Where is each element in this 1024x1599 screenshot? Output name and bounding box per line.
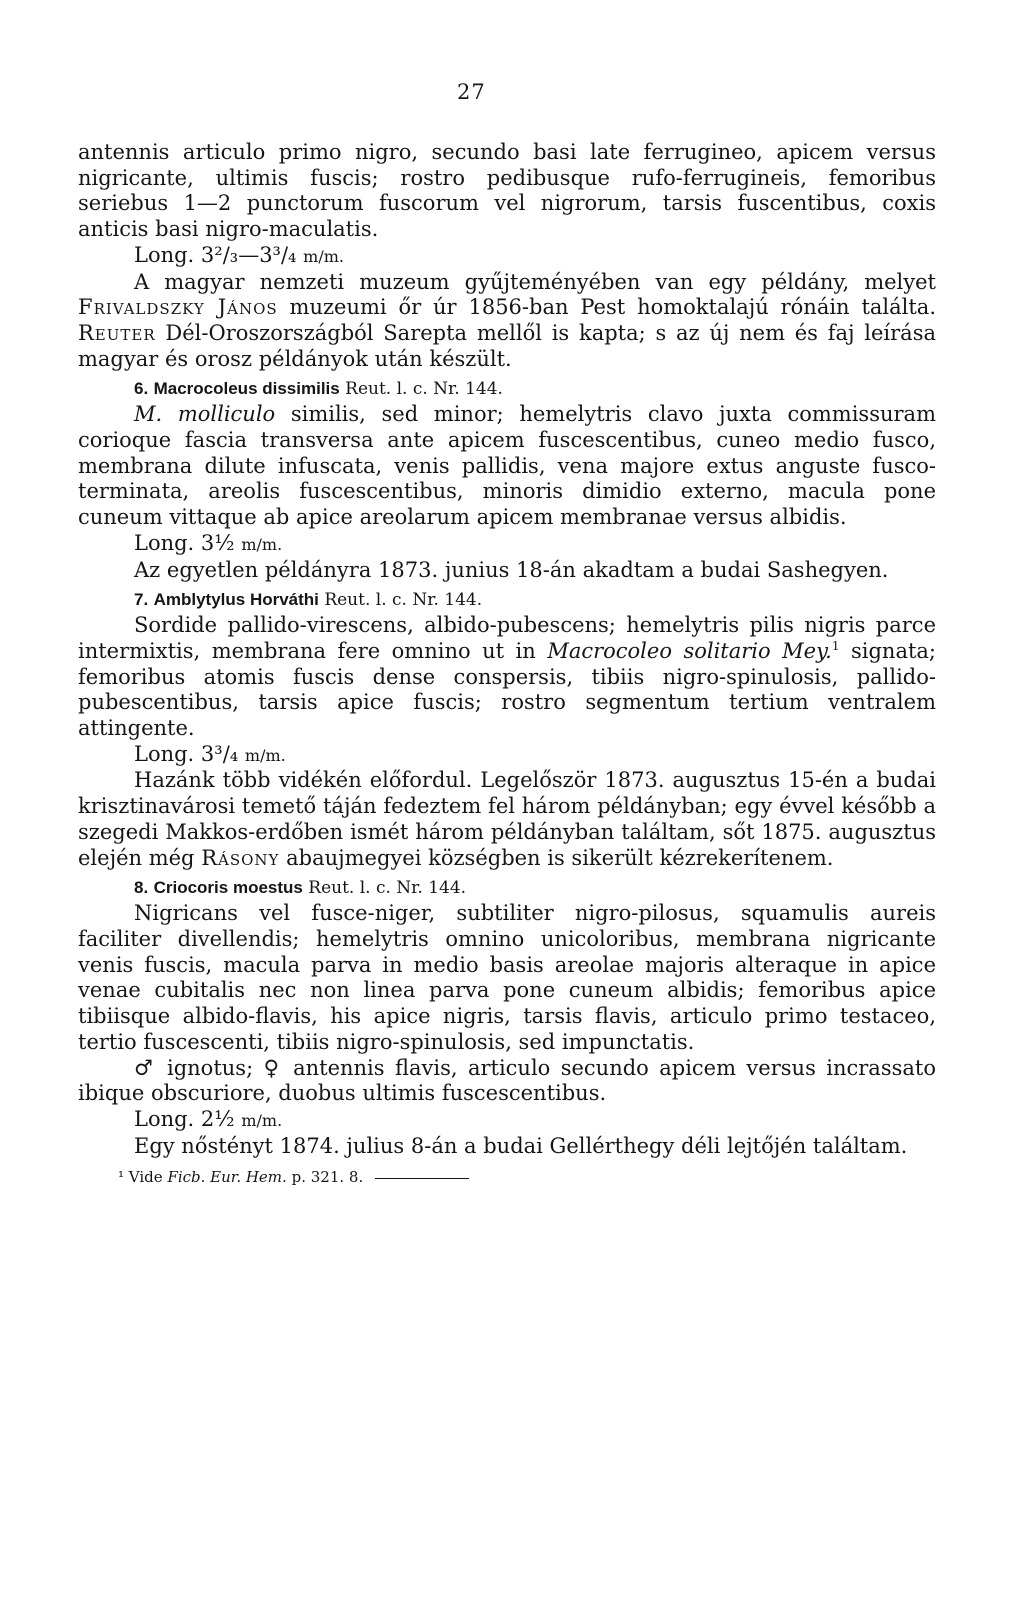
species-number: 7. — [134, 590, 149, 610]
length-value: 3²/₃—3³/₄ — [200, 242, 297, 267]
species-reference: Reut. l. c. Nr. 144. — [345, 379, 503, 400]
paragraph-1: antennis articulo primo nigro, secundo basi late ferrugineo, apicem versus nigricante, ultimis fuscis; rostro pedibusque rufo-ferrugineis, femoribus seriebus 1—2 punctorum fuscorum vel nigrorum, tarsis fuscentibus, coxis anticis basi nigro-maculatis. — [78, 140, 936, 242]
text-segment: antennis flavis, articulo secundo apicem versus incrassato ibique obscuriore, duobus ultimis fuscescentibus. — [78, 1055, 936, 1106]
length-line-1 — [78, 243, 936, 270]
length-unit: m/m. — [303, 246, 344, 266]
species-number: 8. — [134, 878, 149, 898]
text-segment: A magyar nemzeti muzeum gyűjteményében van egy példány, melyet — [134, 269, 936, 294]
female-symbol: ♀ — [263, 1055, 283, 1080]
species-reference: Reut. l. c. Nr. 144. — [308, 878, 467, 899]
text-segment: p. 321. 8. — [291, 1168, 364, 1187]
length-label: Long. — [134, 242, 195, 267]
person-name: Frivaldszky János — [78, 295, 278, 320]
text-segment: signata; femoribus atomis fuscis dense conspersis, tibiis nigro-spinulosis, pallido-pubescentibus, tarsis apice fuscis; rostro segmentum tertium ventralem attingente. — [78, 638, 936, 741]
length-unit: m/m. — [241, 534, 283, 554]
length-label: Long. — [134, 530, 195, 555]
paragraph-2 — [78, 270, 936, 373]
species-name: Macrocoleus dissimilis — [153, 379, 340, 399]
species-name: Amblytylus Horváthi — [153, 590, 319, 610]
italic-term: Ficb. Eur. Hem. — [167, 1168, 287, 1187]
species-number: 6. — [134, 379, 149, 399]
species-heading-8 — [78, 876, 936, 900]
paragraph-4: Az egyetlen példányra 1873. junius 18-án akadtam a budai Sashegyen. — [134, 557, 889, 582]
footnote-marker: 1 — [831, 638, 840, 653]
species-heading-7 — [78, 588, 936, 612]
length-line-3 — [78, 742, 936, 769]
length-label: Long. — [134, 1106, 195, 1131]
italic-term: Macrocoleo solitario Mey. — [547, 638, 832, 663]
length-value: 2½ — [200, 1106, 235, 1131]
species-heading-6 — [78, 377, 936, 401]
length-label: Long. — [134, 741, 195, 766]
page-number: 27 — [457, 80, 486, 104]
text-segment: Vide — [128, 1168, 163, 1187]
text-segment: Hazánk több vidékén előfordul. Legelőször 1873. augusztus 15-én a budai krisztinavárosi temető táján fedeztem fel három példányban; egy évvel később a szegedi Makkos-erdőben ismét három példányban találtam, sőt 1875. augusztus elején még — [78, 768, 936, 870]
paragraph-3 — [78, 402, 936, 531]
footnote — [78, 1167, 936, 1187]
male-symbol: ♂ — [134, 1055, 157, 1080]
species-reference: Reut. l. c. Nr. 144. — [324, 590, 483, 611]
paragraph-8 — [78, 1056, 936, 1107]
footnote-mark: ¹ — [118, 1168, 125, 1187]
text-segment: ignotus; — [167, 1055, 254, 1080]
italic-term: M. molliculo — [134, 402, 276, 427]
page-body — [78, 140, 936, 1187]
text-segment: Sordide pallido-virescens, albido-pubescens; hemelytris pilis nigris parce intermixtis, membrana fere omnino ut in — [78, 613, 936, 663]
text-segment: Dél-Oroszországból Sarepta mellől is kapta; s az új nem és faj leírása magyar és orosz példányok után készült. — [78, 320, 936, 371]
paragraph-6 — [78, 768, 936, 871]
length-unit: m/m. — [241, 1110, 283, 1130]
paragraph-5 — [78, 613, 936, 742]
person-name: Rásony — [201, 845, 280, 870]
length-value: 3½ — [200, 530, 235, 555]
length-line-4 — [78, 1107, 936, 1134]
length-line-2 — [78, 531, 936, 558]
text-segment: muzeumi őr úr 1856-ban Pest homoktalajú rónáin találta. — [289, 295, 936, 320]
person-name: Reuter — [78, 320, 156, 345]
text-segment: similis, sed minor; hemelytris clavo juxta commissuram corioque fascia transversa ante apicem fuscescentibus, cuneo medio fusco, membrana dilute infuscata, venis pallidis, vena majore extus anguste fusco-terminata, areolis fuscescentibus, minoris dimidio externo, macula pone cuneum vittaque ab apice areolarum apicem membranae versus albidis. — [78, 402, 936, 530]
species-name: Criocoris moestus — [153, 878, 303, 898]
length-value: 3³/₄ — [200, 741, 239, 766]
paragraph-9: Egy nőstényt 1874. julius 8-án a budai Gellérthegy déli lejtőjén találtam. — [134, 1133, 908, 1158]
footnote-rule — [375, 1178, 469, 1179]
paragraph-7: Nigricans vel fusce-niger, subtiliter nigro-pilosus, squamulis aureis faciliter divellendis; hemelytris omnino unicoloribus, membrana nigricante venis fuscis, macula parva in medio basis areolae majoris alteraque in apice venae cubitalis nec non linea parva pone cuneum albidis; femoribus apice tibiisque albido-flavis, his apice nigris, tarsis flavis, articulo primo testaceo, tertio fuscescenti, tibiis nigro-spinulosis, sed impunctatis. — [78, 901, 936, 1054]
length-unit: m/m. — [244, 745, 286, 765]
text-segment: abaujmegyei községben is sikerült kézrekerítenem. — [286, 845, 834, 870]
